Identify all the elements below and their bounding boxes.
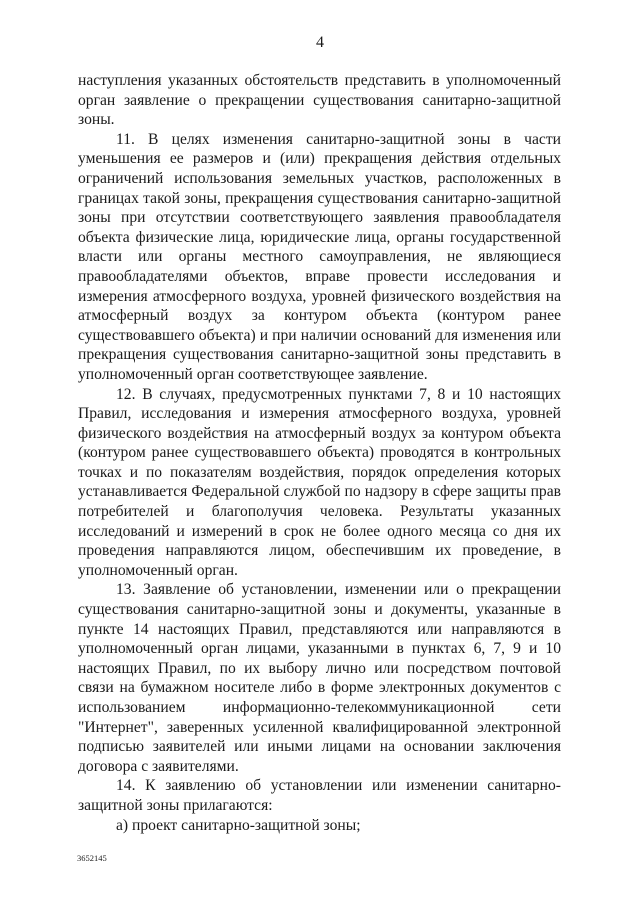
document-body <box>78 71 561 835</box>
paragraph-item-14: 14. К заявлению об установлении или изменении санитарно-защитной зоны прилагаются: <box>78 777 561 814</box>
page-number: 4 <box>316 34 324 51</box>
paragraph-item-12: 12. В случаях, предусмотренных пунктами 7, 8 и 10 настоящих Правил, исследования и измерения атмосферного воздуха, уровней физического воздействия на атмосферный воздух за контуром объекта (контуром ранее существовавшего объекта) проводятся в контрольных точках и по показателям воздействия, порядок определения которых устанавливается Федеральной службой по надзору в сфере защиты прав потребителей и благополучия человека. Результаты указанных исследований и измерений в срок не более одного месяца со дня их проведения направляются лицом, обеспечившим их проведение, в уполномоченный орган. <box>78 385 561 579</box>
paragraph-item-11: 11. В целях изменения санитарно-защитной зоны в части уменьшения ее размеров и (или) прекращения действия отдельных ограничений использования земельных участков, расположенных в границах такой зоны, прекращения существования санитарно-защитной зоны при отсутствии соответствующего заявления правообладателя объекта физические лица, юридические лица, органы государственной власти или органы местного самоуправления, не являющиеся правообладателями объектов, вправе провести исследования и измерения атмосферного воздуха, уровней физического воздействия на атмосферный воздух за контуром объекта (контуром ранее существовавшего объекта) и при наличии оснований для изменения или прекращения существования санитарно-защитной зоны представить в уполномоченный орган соответствующее заявление. <box>78 130 561 383</box>
paragraph-continuation: наступления указанных обстоятельств представить в уполномоченный орган заявление о прекращении существования санитарно-защитной зоны. <box>78 72 561 129</box>
paragraph-item-13: 13. Заявление об установлении, изменении или о прекращении существования санитарно-защитной зоны и документы, указанные в пункте 14 настоящих Правил, представляются или направляются в уполномоченный орган лицами, указанными в пунктах 6, 7, 9 и 10 настоящих Правил, по их выбору лично или посредством почтовой связи на бумажном носителе либо в форме электронных документов с использованием информационно-телекоммуникационной сети "Интернет", заверенных усиленной квалифицированной электронной подписью заявителей или иными лицами на основании заключения договора с заявителями. <box>78 581 561 775</box>
document-code: 3652145 <box>77 853 107 863</box>
paragraph-subitem-a: а) проект санитарно-защитной зоны; <box>116 816 361 834</box>
